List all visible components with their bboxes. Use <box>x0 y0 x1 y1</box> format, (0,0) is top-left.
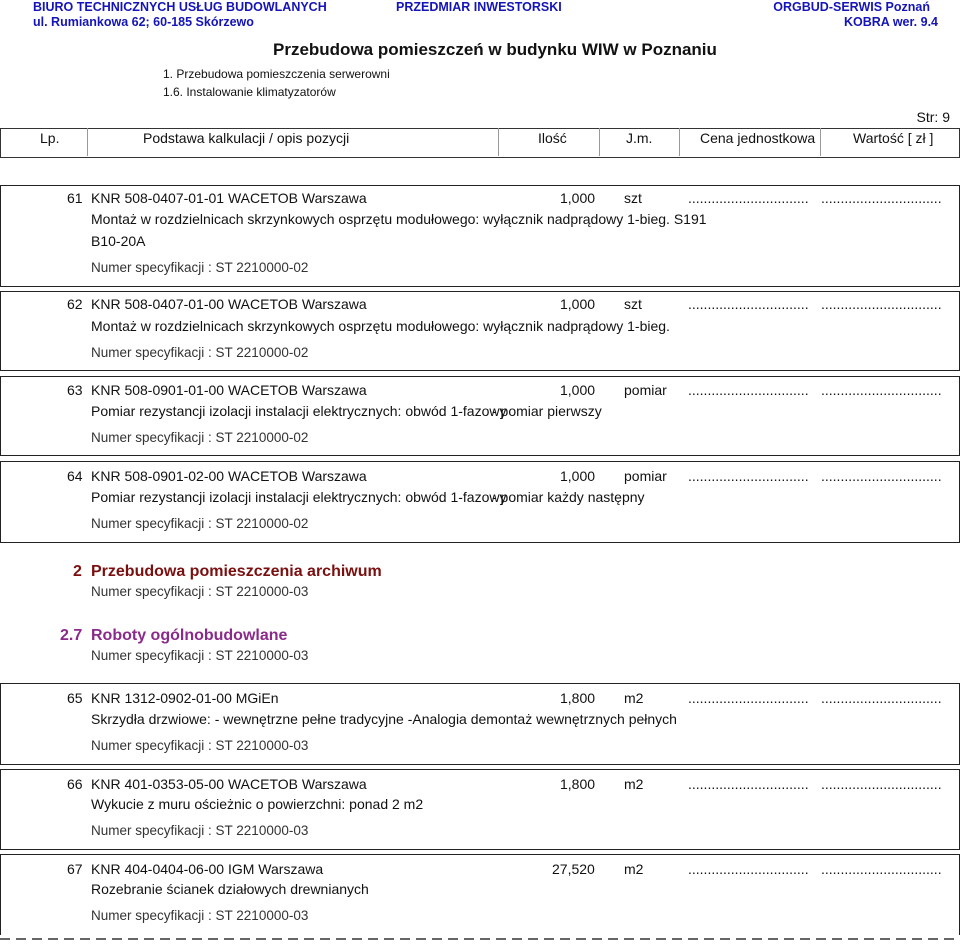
item-price-dots: ............................... <box>688 382 809 398</box>
item-spec: Numer specyfikacji : ST 2210000-03 <box>91 823 309 838</box>
item-code: KNR 508-0407-01-00 WACETOB Warszawa <box>91 296 367 312</box>
item-price-dots: ............................... <box>688 776 809 792</box>
item-description: Pomiar rezystancji izolacji instalacji elektrycznych: obwód 1-fazowy <box>91 489 507 505</box>
item-lp: 67 <box>67 861 83 877</box>
item-description: Montaż w rozdzielnicach skrzynkowych osprzętu modułowego: wyłącznik nadprądowy 1-bieg. <box>91 318 670 334</box>
item-code: KNR 508-0407-01-01 WACETOB Warszawa <box>91 190 367 206</box>
item-unit: pomiar <box>624 468 667 484</box>
item-lp: 63 <box>67 382 83 398</box>
item-unit: szt <box>624 296 642 312</box>
breadcrumb-level-1: 1. Przebudowa pomieszczenia serwerowni <box>163 67 390 81</box>
item-price-dots: ............................... <box>688 296 809 312</box>
company-name: BIURO TECHNICZNYCH USŁUG BUDOWLANYCH <box>33 0 327 14</box>
item-qty: 1,000 <box>560 468 596 484</box>
item-value-dots: ............................... <box>821 296 942 312</box>
item-value-dots: ............................... <box>821 190 942 206</box>
column-unit: J.m. <box>626 130 653 146</box>
item-description: Skrzydła drzwiowe: - wewnętrzne pełne tradycyjne -Analogia demontaż wewnętrznych pełnych <box>91 711 677 727</box>
item-description: Wykucie z muru ościeżnic o powierzchni: ponad 2 m2 <box>91 796 424 812</box>
item-spec: Numer specyfikacji : ST 2210000-03 <box>91 908 309 923</box>
subsection-spec: Numer specyfikacji : ST 2210000-03 <box>91 648 309 663</box>
item-code: KNR 508-0901-02-00 WACETOB Warszawa <box>91 468 367 484</box>
item-price-dots: ............................... <box>688 190 809 206</box>
column-divider <box>498 128 499 156</box>
item-unit: szt <box>624 190 642 206</box>
item-value-dots: ............................... <box>821 861 942 877</box>
item-unit: m2 <box>624 861 644 877</box>
item-spec: Numer specyfikacji : ST 2210000-02 <box>91 260 309 275</box>
item-description-cont: B10-20A <box>91 233 146 249</box>
item-value-dots: ............................... <box>821 776 942 792</box>
item-price-dots: ............................... <box>688 861 809 877</box>
item-qty: 1,000 <box>560 190 596 206</box>
section-title: Przebudowa pomieszczenia archiwum <box>91 563 382 580</box>
page-bottom-divider <box>0 938 960 940</box>
item-price-dots: ............................... <box>688 468 809 484</box>
item-code: KNR 404-0404-06-00 IGM Warszawa <box>91 861 324 877</box>
column-value: Wartość [ zł ] <box>853 130 934 146</box>
item-code: KNR 401-0353-05-00 WACETOB Warszawa <box>91 776 367 792</box>
item-spec: Numer specyfikacji : ST 2210000-02 <box>91 516 309 531</box>
section-spec: Numer specyfikacji : ST 2210000-03 <box>91 584 309 599</box>
item-lp: 62 <box>67 296 83 312</box>
column-lp: Lp. <box>40 130 60 146</box>
item-unit: m2 <box>624 690 644 706</box>
item-description: Montaż w rozdzielnicach skrzynkowych osprzętu modułowego: wyłącznik nadprądowy 1-bieg. S191 <box>91 211 707 227</box>
item-qty: 1,000 <box>560 382 596 398</box>
subsection-title: Roboty ogólnobudowlane <box>91 627 288 644</box>
item-lp: 65 <box>67 690 83 706</box>
column-qty: Ilość <box>538 130 567 146</box>
item-description-extra: - pomiar pierwszy <box>492 403 602 419</box>
software-version: KOBRA wer. 9.4 <box>843 15 938 29</box>
software-name: ORGBUD-SERWIS Poznań <box>773 0 930 14</box>
subsection-number: 2.7 <box>60 627 83 644</box>
item-lp: 64 <box>67 468 83 484</box>
item-unit: m2 <box>624 776 644 792</box>
column-divider <box>679 128 680 156</box>
column-divider <box>87 128 88 156</box>
item-lp: 66 <box>67 776 83 792</box>
column-unit-price: Cena jednostkowa <box>700 130 816 146</box>
item-qty: 1,000 <box>560 296 596 312</box>
project-title: Przebudowa pomieszczeń w budynku WIW w Poznaniu <box>273 40 717 59</box>
item-description-extra: - pomiar każdy następny <box>492 489 645 505</box>
item-spec: Numer specyfikacji : ST 2210000-02 <box>91 430 309 445</box>
company-address: ul. Rumiankowa 62; 60-185 Skórzewo <box>33 15 254 29</box>
column-divider <box>599 128 600 156</box>
item-code: KNR 508-0901-01-00 WACETOB Warszawa <box>91 382 367 398</box>
item-code: KNR 1312-0902-01-00 MGiEn <box>91 690 279 706</box>
item-description: Rozebranie ścianek działowych drewnianych <box>91 881 369 897</box>
breadcrumb-level-2: 1.6. Instalowanie klimatyzatorów <box>163 85 336 99</box>
item-spec: Numer specyfikacji : ST 2210000-02 <box>91 345 309 360</box>
item-unit: pomiar <box>624 382 667 398</box>
item-lp: 61 <box>67 190 83 206</box>
item-spec: Numer specyfikacji : ST 2210000-03 <box>91 738 309 753</box>
column-divider <box>820 128 821 156</box>
document-type: PRZEDMIAR INWESTORSKI <box>396 0 562 14</box>
column-basis: Podstawa kalkulacji / opis pozycji <box>143 130 350 146</box>
item-value-dots: ............................... <box>821 690 942 706</box>
item-price-dots: ............................... <box>688 690 809 706</box>
item-qty: 1,800 <box>560 776 596 792</box>
item-value-dots: ............................... <box>821 468 942 484</box>
page-number: Str: 9 <box>916 109 950 125</box>
item-value-dots: ............................... <box>821 382 942 398</box>
item-description: Pomiar rezystancji izolacji instalacji elektrycznych: obwód 1-fazowy <box>91 403 507 419</box>
item-qty: 27,520 <box>552 861 595 877</box>
item-qty: 1,800 <box>560 690 596 706</box>
section-number: 2 <box>73 563 82 580</box>
